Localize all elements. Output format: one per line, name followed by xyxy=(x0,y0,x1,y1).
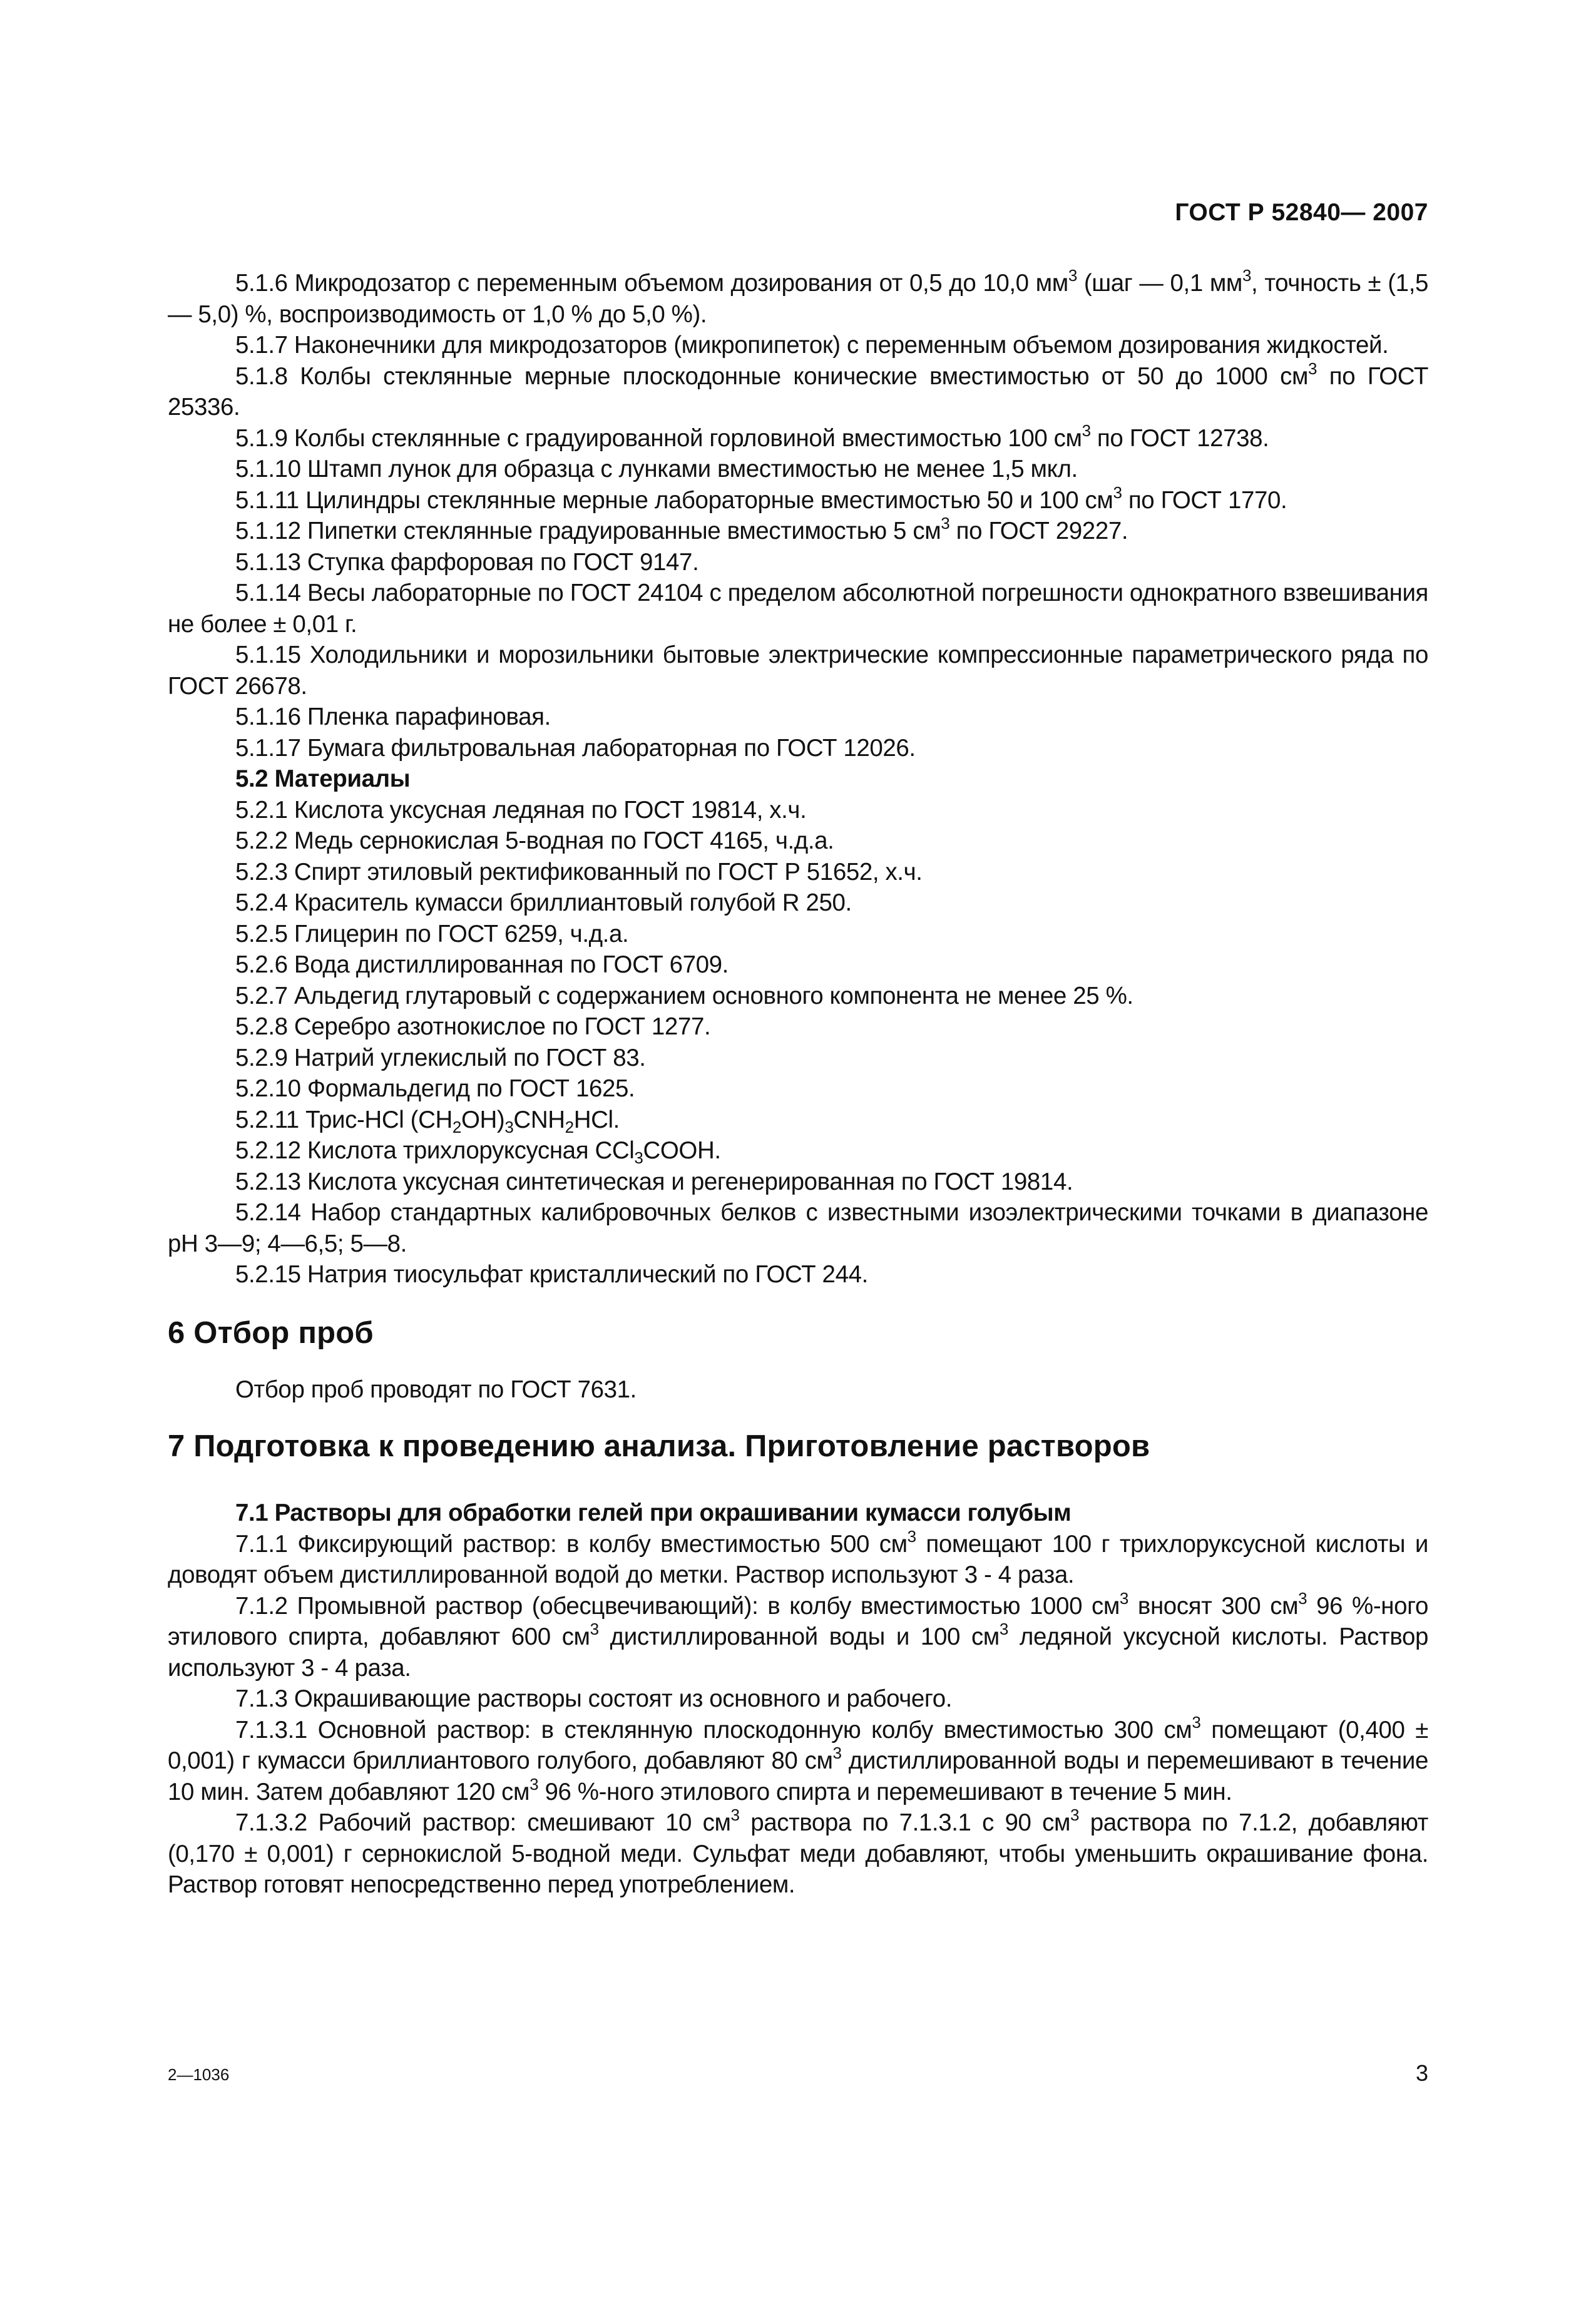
clause-5-1-10: 5.1.10 Штамп лунок для образца с лунками вместимостью не менее 1,5 мкл. xyxy=(235,456,1078,483)
document-header-id: ГОСТ Р 52840— 2007 xyxy=(1175,199,1428,226)
clause-5-1-9: 5.1.9 Колбы стеклянные с градуированной горловиной вместимостью 100 $см^3$ по ГОСТ 12738. xyxy=(235,421,1269,452)
clause-5-2-13: 5.2.13 Кислота уксусная синтетическая и регенерированная по ГОСТ 19814. xyxy=(235,1168,1073,1195)
page-number: 3 xyxy=(1415,2060,1428,2086)
clause-5-1-7: 5.1.7 Наконечники для микродозаторов (микропипеток) с переменным объемом дозирования жидкостей. xyxy=(235,332,1389,359)
heading-7-1: 7.1 Растворы для обработки гелей при окрашивании кумасси голубым xyxy=(235,1499,1072,1526)
clause-5-2-3: 5.2.3 Спирт этиловый ректификованный по ГОСТ Р 51652, х.ч. xyxy=(235,858,923,886)
clause-5-2-14: 5.2.14 Набор стандартных калибровочных белков с известными изоэлектрическими точками в диапазоне pH 3—9; 4—6,5; 5—8. xyxy=(168,1199,1428,1257)
clause-5-1-14: 5.1.14 Весы лабораторные по ГОСТ 24104 с пределом абсолютной погрешности однократного взвешивания не более ± 0,01 г. xyxy=(168,580,1428,638)
clause-5-2-10: 5.2.10 Формальдегид по ГОСТ 1625. xyxy=(235,1075,635,1102)
clause-5-2-7: 5.2.7 Альдегид глутаровый с содержанием основного компонента не менее 25 %. xyxy=(235,982,1133,1009)
clause-5-2-4: 5.2.4 Краситель кумасси бриллиантовый голубой R 250. xyxy=(235,889,852,916)
footer-print-code: 2—1036 xyxy=(168,2065,230,2084)
clause-5-2-12: 5.2.12 Кислота трихлоруксусная CCl$_3$COOH. xyxy=(235,1137,721,1167)
clause-7-1-3-1: 7.1.3.1 Основной раствор: в стеклянную плоскодонную колбу вместимостью 300 $см^3$ помещают (0,400 ± 0,001) г кумасси бриллиантового голубого, добавляют 80 $см^3$ дистиллированной воды и перемешивают в течение 10 мин. Затем добавляют 120 $см^3$ 96 %-ного этилового спирта и перемешивают в течение 5 мин. xyxy=(168,1712,1428,1805)
clause-5-1-11: 5.1.11 Цилиндры стеклянные мерные лабораторные вместимостью 50 и 100 $см^3$ по ГОСТ 1770. xyxy=(235,483,1287,514)
clause-5-2-1: 5.2.1 Кислота уксусная ледяная по ГОСТ 19814, х.ч. xyxy=(235,796,807,824)
clause-5-2-15: 5.2.15 Натрия тиосульфат кристаллический по ГОСТ 244. xyxy=(235,1261,868,1288)
document-body xyxy=(168,268,1428,1901)
clause-5-1-16: 5.1.16 Пленка парафиновая. xyxy=(235,703,551,730)
clause-5-1-12: 5.1.12 Пипетки стеклянные градуированные вместимостью 5 $см^3$ по ГОСТ 29227. xyxy=(235,514,1128,544)
clause-5-1-6: 5.1.6 Микродозатор с переменным объемом дозирования от 0,5 до 10,0 $мм^3$ (шаг — 0,1 $мм^3$, точность ± (1,5 — 5,0) %, воспроизводимость от 1,0 % до 5,0 %). xyxy=(168,266,1429,328)
clause-5-1-8: 5.1.8 Колбы стеклянные мерные плоскодонные конические вместимостью от 50 до 1000 $см^3$ по ГОСТ 25336. xyxy=(168,359,1428,421)
clause-5-2-6: 5.2.6 Вода дистиллированная по ГОСТ 6709. xyxy=(235,951,729,978)
clause-7-1-3-2: 7.1.3.2 Рабочий раствор: смешивают 10 $см^3$ раствора по 7.1.3.1 с 90 $см^3$ раствора по 7.1.2, добавляют (0,170 ± 0,001) г сернокислой 5-водной меди. Сульфат меди добавляют, чтобы уменьшить окрашивание фона. Раствор готовят непосредственно перед употреблением. xyxy=(168,1805,1428,1898)
clause-7-1-2: 7.1.2 Промывной раствор (обесцвечивающий): в колбу вместимостью 1000 $см^3$ вносят 300 $см^3$ 96 %-ного этилового спирта, добавляют 600 $см^3$ дистиллированной воды и 100 $см^3$ ледяной уксусной кислоты. Раствор используют 3 - 4 раза. xyxy=(168,1588,1428,1682)
section-6-title: 6 Отбор проб xyxy=(168,1315,374,1350)
clause-7-1-3: 7.1.3 Окрашивающие растворы состоят из основного и рабочего. xyxy=(235,1685,953,1712)
clause-5-2-8: 5.2.8 Серебро азотнокислое по ГОСТ 1277. xyxy=(235,1013,711,1040)
clause-5-1-13: 5.1.13 Ступка фарфоровая по ГОСТ 9147. xyxy=(235,548,699,576)
heading-5-2: 5.2 Материалы xyxy=(235,765,411,792)
clause-5-2-5: 5.2.5 Глицерин по ГОСТ 6259, ч.д.а. xyxy=(235,920,629,947)
clause-7-1-1: 7.1.1 Фиксирующий раствор: в колбу вместимостью 500 $см^3$ помещают 100 г трихлоруксусной кислоты и доводят объем дистиллированной водой до метки. Раствор используют 3 - 4 раза. xyxy=(168,1526,1428,1588)
clause-5-2-9: 5.2.9 Натрий углекислый по ГОСТ 83. xyxy=(235,1044,646,1071)
clause-5-1-15: 5.1.15 Холодильники и морозильники бытовые электрические компрессионные параметрического ряда по ГОСТ 26678. xyxy=(168,641,1428,700)
clause-6-text: Отбор проб проводят по ГОСТ 7631. xyxy=(235,1376,637,1403)
section-7-title: 7 Подготовка к проведению анализа. Приготовление растворов xyxy=(168,1429,1150,1463)
clause-5-2-11: 5.2.11 Трис-HCl $(CH_2OH)_3CNH_2HCl$. xyxy=(235,1106,620,1136)
clause-5-1-17: 5.1.17 Бумага фильтровальная лабораторная по ГОСТ 12026. xyxy=(235,734,916,762)
clause-5-2-2: 5.2.2 Медь сернокислая 5-водная по ГОСТ 4165, ч.д.а. xyxy=(235,827,834,854)
